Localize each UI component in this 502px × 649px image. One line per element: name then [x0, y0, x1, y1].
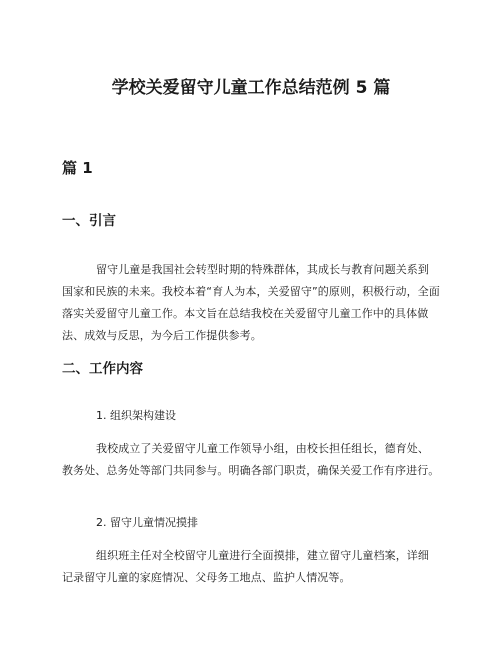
introduction-paragraph: 留守儿童是我国社会转型时期的特殊群体，其成长与教育问题关系到国家和民族的未来。我校本着“育人为本，关爱留守”的原则，积极行动，全面落实关爱留守儿童工作。本文旨在总结我校在关爱留守儿童工作中的具体做法、成效与反思，为今后工作提供参考。 [62, 263, 440, 342]
section-heading-work-content: 二、工作内容 [62, 361, 143, 377]
subheading-organization: 1. 组织架构建设 [96, 409, 176, 422]
subheading-survey: 2. 留守儿童情况摸排 [96, 516, 198, 529]
part-heading: 篇 1 [62, 159, 93, 177]
survey-paragraph: 组织班主任对全校留守儿童进行全面摸排，建立留守儿童档案，详细记录留守儿童的家庭情况、父母务工地点、监护人情况等。 [62, 549, 429, 584]
document-title: 学校关爱留守儿童工作总结范例 5 篇 [111, 78, 391, 98]
section-heading-introduction: 一、引言 [62, 213, 116, 229]
organization-paragraph: 我校成立了关爱留守儿童工作领导小组，由校长担任组长，德育处、教务处、总务处等部门共同参与。明确各部门职责，确保关爱工作有序进行。 [62, 442, 440, 477]
